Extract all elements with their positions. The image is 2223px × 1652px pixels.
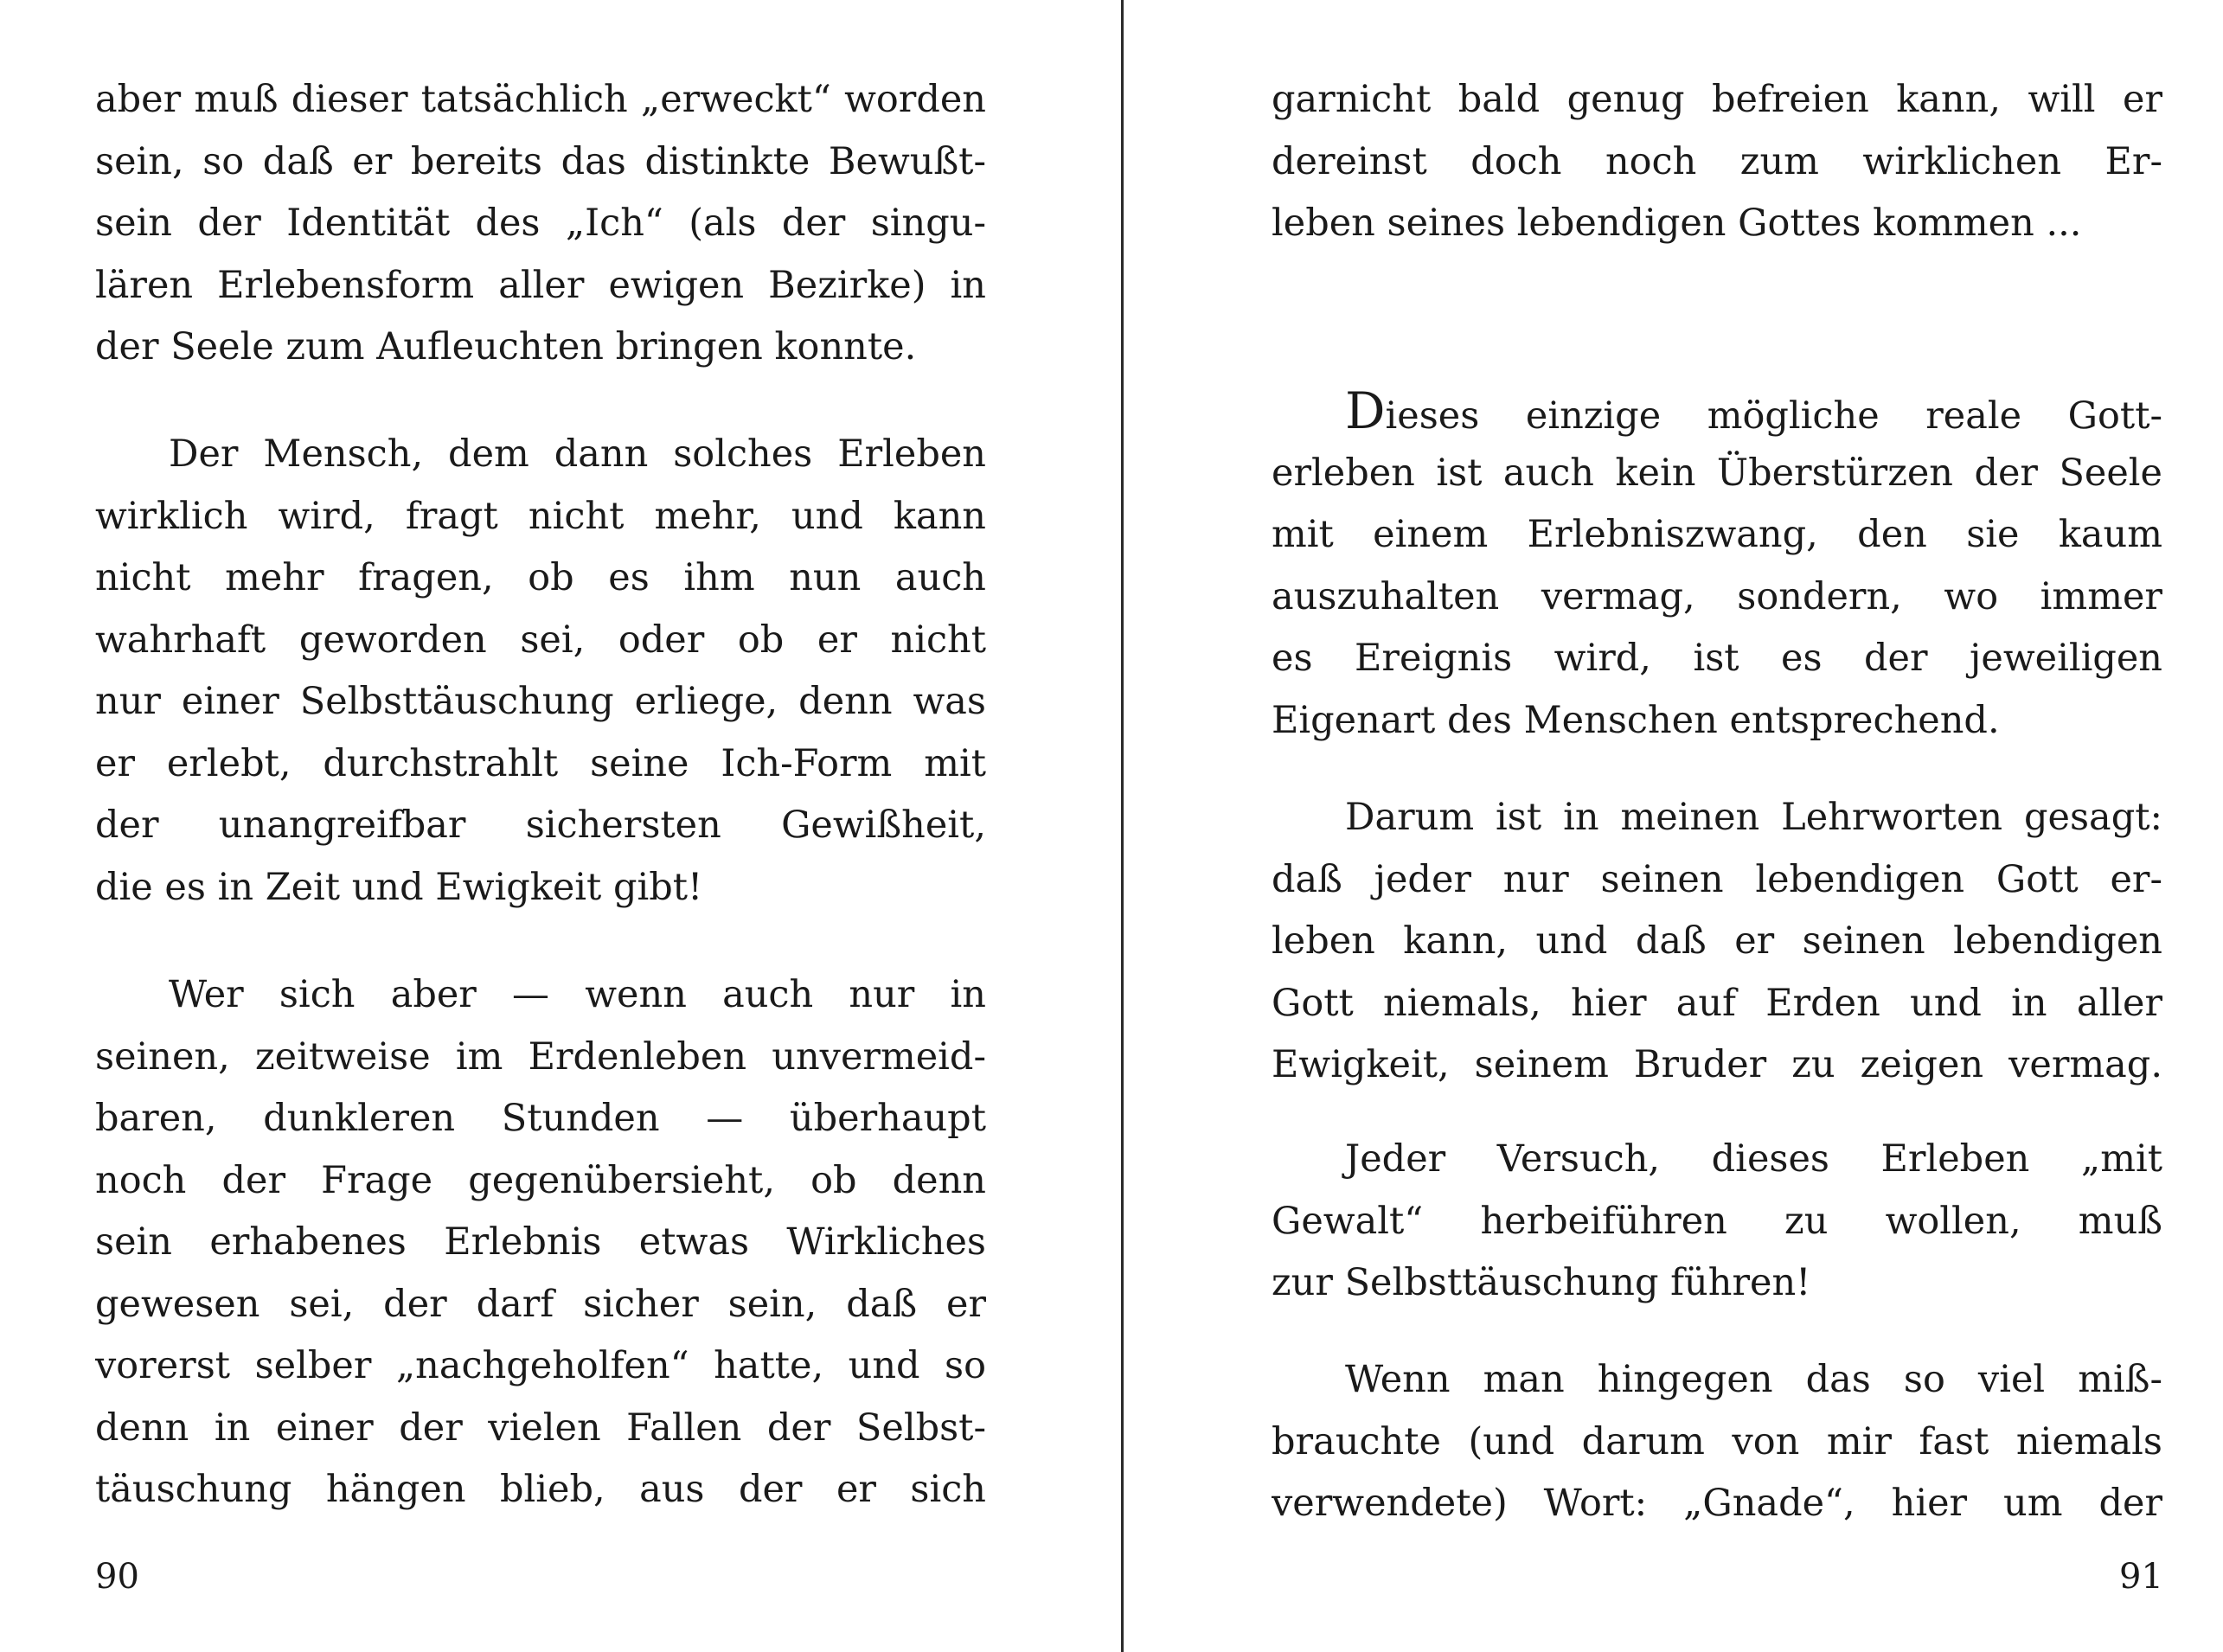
text-line: leben seines lebendigen Gottes kommen ... bbox=[1272, 202, 2082, 245]
text-line: Wenn man hingegen das so viel miß- bbox=[1345, 1358, 2162, 1401]
text-line: garnicht bald genug befreien kann, will er bbox=[1272, 78, 2162, 121]
text-line: Der Mensch, dem dann solches Erleben bbox=[169, 432, 986, 476]
text-line: sein, so daß er bereits das distinkte Bewußt- bbox=[95, 139, 986, 183]
text-line: sein der Identität des „Ich“ (als der singu- bbox=[95, 202, 986, 245]
text-line: Ewigkeit, seinem Bruder zu zeigen vermag. bbox=[1272, 1043, 2162, 1086]
left-page-text bbox=[95, 69, 986, 379]
book-gutter bbox=[1121, 0, 1124, 1652]
text-line: Jeder Versuch, dieses Erleben „mit bbox=[1345, 1137, 2162, 1181]
text-line: noch der Frage gegenübersieht, ob denn bbox=[95, 1158, 986, 1202]
right-paragraph-1 bbox=[1272, 69, 2162, 255]
text-line bbox=[1272, 381, 2162, 443]
text-line: täuschung hängen blieb, aus der er sich bbox=[95, 1468, 986, 1511]
text-line: leben kann, und daß er seinen lebendigen bbox=[1272, 919, 2162, 963]
text-line: der unangreifbar sichersten Gewißheit, bbox=[95, 804, 986, 847]
text-line: seinen, zeitweise im Erdenleben unvermeid- bbox=[95, 1034, 986, 1079]
left-paragraph-3 bbox=[95, 964, 986, 1521]
text-line: verwendete) Wort: „Gnade“, hier um der bbox=[1272, 1482, 2162, 1525]
right-paragraph-5 bbox=[1272, 1349, 2162, 1535]
right-paragraph-4 bbox=[1272, 1129, 2162, 1315]
text-line: denn in einer der vielen Fallen der Selbst- bbox=[95, 1405, 986, 1450]
text-line: brauchte (und darum von mir fast niemals bbox=[1272, 1419, 2162, 1463]
text-line: der Seele zum Aufleuchten bringen konnte. bbox=[95, 325, 917, 368]
text-line: auszuhalten vermag, sondern, wo immer bbox=[1272, 574, 2162, 618]
text-line: erleben ist auch kein Überstürzen der Seele bbox=[1272, 451, 2162, 495]
page-number: 91 bbox=[2119, 1557, 2163, 1597]
text-line: Wer sich aber — wenn auch nur in bbox=[169, 973, 986, 1016]
text-line: wahrhaft geworden sei, oder ob er nicht bbox=[95, 618, 986, 662]
text-line: nicht mehr fragen, ob es ihm nun auch bbox=[95, 556, 986, 599]
text-line: nur einer Selbsttäuschung erliege, denn was bbox=[95, 680, 986, 723]
text-line: dereinst doch noch zum wirklichen Er- bbox=[1272, 139, 2162, 183]
drop-capital: D bbox=[1345, 381, 1386, 440]
left-paragraph-2 bbox=[95, 424, 986, 919]
text-line: wirklich wird, fragt nicht mehr, und kann bbox=[95, 494, 986, 538]
text-line: mit einem Erlebniszwang, den sie kaum bbox=[1272, 513, 2162, 556]
right-paragraph-2 bbox=[1272, 381, 2162, 752]
page-number: 90 bbox=[95, 1557, 139, 1597]
text-line: Gewalt“ herbeiführen zu wollen, muß bbox=[1272, 1199, 2162, 1243]
text-line: Gott niemals, hier auf Erden und in aller bbox=[1272, 981, 2162, 1025]
text-line-rest: ieses einzige mögliche reale Gott- bbox=[1385, 394, 2162, 438]
text-line: sein erhabenes Erlebnis etwas Wirkliches bbox=[95, 1220, 986, 1264]
text-line: baren, dunkleren Stunden — überhaupt bbox=[95, 1097, 986, 1140]
text-line: Eigenart des Menschen entsprechend. bbox=[1272, 698, 2000, 742]
text-line: vorerst selber „nachgeholfen“ hatte, und so bbox=[95, 1344, 986, 1387]
right-paragraph-3 bbox=[1272, 787, 2162, 1097]
text-line: Darum ist in meinen Lehrworten gesagt: bbox=[1345, 796, 2162, 839]
text-line: gewesen sei, der darf sicher sein, daß er bbox=[95, 1282, 986, 1326]
text-line: die es in Zeit und Ewigkeit gibt! bbox=[95, 865, 703, 909]
text-line: daß jeder nur seinen lebendigen Gott er- bbox=[1272, 857, 2162, 901]
text-line: zur Selbsttäuschung führen! bbox=[1272, 1261, 1811, 1304]
text-line: er erlebt, durchstrahlt seine Ich-Form mit bbox=[95, 741, 986, 785]
text-line: aber muß dieser tatsächlich „erweckt“ worden bbox=[95, 78, 986, 121]
text-line: lären Erlebensform aller ewigen Bezirke) in bbox=[95, 263, 986, 307]
text-line: es Ereignis wird, ist es der jeweiligen bbox=[1272, 637, 2162, 680]
